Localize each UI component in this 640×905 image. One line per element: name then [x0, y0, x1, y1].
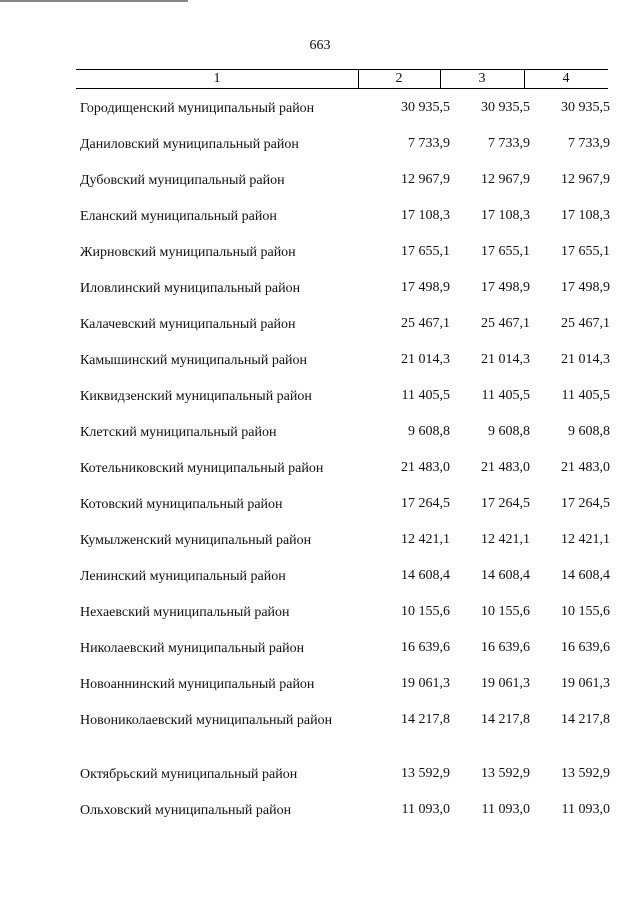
value-col-3: 21 483,0	[481, 460, 530, 475]
value-col-2: 14 608,4	[401, 568, 450, 583]
value-col-4: 21 014,3	[561, 352, 610, 367]
district-name: Новониколаевский муниципальный район	[80, 713, 333, 728]
value-col-4: 17 655,1	[561, 244, 610, 259]
header-col-2: 2	[395, 71, 403, 86]
value-col-3: 14 608,4	[481, 568, 530, 583]
district-name: Николаевский муниципальный район	[80, 641, 305, 656]
table-row	[80, 640, 610, 676]
value-col-2: 13 592,9	[401, 766, 450, 781]
value-col-3: 9 608,8	[488, 424, 530, 439]
value-col-3: 11 093,0	[481, 802, 530, 817]
header-col-3: 3	[478, 71, 486, 86]
value-col-4: 9 608,8	[568, 424, 610, 439]
value-col-2: 9 608,8	[408, 424, 450, 439]
value-col-4: 21 483,0	[561, 460, 610, 475]
value-col-4: 11 405,5	[561, 388, 610, 403]
table-row	[80, 802, 610, 838]
value-col-4: 19 061,3	[561, 676, 610, 691]
districts-table	[80, 100, 610, 838]
district-name: Камышинский муниципальный район	[80, 353, 308, 368]
district-name: Октябрьский муниципальный район	[80, 767, 298, 782]
district-name: Дубовский муниципальный район	[80, 173, 285, 188]
value-col-2: 17 498,9	[401, 280, 450, 295]
page-number: 663	[309, 38, 331, 53]
value-col-3: 16 639,6	[481, 640, 530, 655]
value-col-2: 17 108,3	[401, 208, 450, 223]
table-row	[80, 208, 610, 244]
value-col-2: 7 733,9	[408, 136, 450, 151]
value-col-2: 12 421,1	[401, 532, 450, 547]
district-name: Ольховский муниципальный район	[80, 803, 292, 818]
value-col-3: 13 592,9	[481, 766, 530, 781]
district-name: Нехаевский муниципальный район	[80, 605, 290, 620]
header-bottom-rule	[76, 88, 608, 89]
value-col-3: 7 733,9	[488, 136, 530, 151]
table-row	[80, 136, 610, 172]
district-name: Даниловский муниципальный район	[80, 137, 299, 152]
value-col-2: 17 655,1	[401, 244, 450, 259]
value-col-2: 11 405,5	[401, 388, 450, 403]
table-row	[80, 568, 610, 604]
value-col-4: 16 639,6	[561, 640, 610, 655]
district-name: Городищенский муниципальный район	[80, 101, 315, 116]
value-col-3: 14 217,8	[481, 712, 530, 727]
district-name: Иловлинский муниципальный район	[80, 281, 301, 296]
value-col-3: 21 014,3	[481, 352, 530, 367]
value-col-2: 10 155,6	[401, 604, 450, 619]
header-col-4: 4	[562, 71, 570, 86]
value-col-2: 17 264,5	[401, 496, 450, 511]
table-row	[80, 424, 610, 460]
value-col-4: 25 467,1	[561, 316, 610, 331]
value-col-4: 10 155,6	[561, 604, 610, 619]
district-name: Новоаннинский муниципальный район	[80, 677, 315, 692]
value-col-2: 16 639,6	[401, 640, 450, 655]
value-col-3: 30 935,5	[481, 100, 530, 115]
value-col-2: 14 217,8	[401, 712, 450, 727]
value-col-2: 11 093,0	[401, 802, 450, 817]
table-row	[80, 766, 610, 802]
header-top-rule	[76, 69, 608, 70]
district-name: Калачевский муниципальный район	[80, 317, 296, 332]
table-row	[80, 604, 610, 640]
table-row	[80, 676, 610, 712]
value-col-3: 12 421,1	[481, 532, 530, 547]
header-col-1: 1	[213, 71, 221, 86]
table-row	[80, 532, 610, 568]
district-name: Котовский муниципальный район	[80, 497, 283, 512]
value-col-3: 11 405,5	[481, 388, 530, 403]
value-col-4: 12 967,9	[561, 172, 610, 187]
table-row	[80, 244, 610, 280]
value-col-4: 17 264,5	[561, 496, 610, 511]
value-col-4: 11 093,0	[561, 802, 610, 817]
district-name: Ленинский муниципальный район	[80, 569, 286, 584]
top-rule	[0, 0, 188, 2]
value-col-3: 12 967,9	[481, 172, 530, 187]
value-col-3: 17 108,3	[481, 208, 530, 223]
table-row	[80, 100, 610, 136]
table-row	[80, 460, 610, 496]
district-name: Котельниковский муниципальный район	[80, 461, 324, 476]
table-row	[80, 172, 610, 208]
value-col-2: 25 467,1	[401, 316, 450, 331]
value-col-4: 17 108,3	[561, 208, 610, 223]
district-name: Жирновский муниципальный район	[80, 245, 296, 260]
table-row	[80, 388, 610, 424]
value-col-2: 30 935,5	[401, 100, 450, 115]
value-col-2: 21 014,3	[401, 352, 450, 367]
value-col-3: 19 061,3	[481, 676, 530, 691]
district-name: Кумылженский муниципальный район	[80, 533, 312, 548]
table-row	[80, 352, 610, 388]
value-col-3: 25 467,1	[481, 316, 530, 331]
value-col-4: 17 498,9	[561, 280, 610, 295]
value-col-3: 17 264,5	[481, 496, 530, 511]
value-col-4: 14 608,4	[561, 568, 610, 583]
value-col-4: 13 592,9	[561, 766, 610, 781]
value-col-2: 19 061,3	[401, 676, 450, 691]
table-row	[80, 712, 610, 766]
value-col-2: 12 967,9	[401, 172, 450, 187]
value-col-4: 12 421,1	[561, 532, 610, 547]
value-col-3: 10 155,6	[481, 604, 530, 619]
district-name: Еланский муниципальный район	[80, 209, 277, 224]
table-row	[80, 280, 610, 316]
value-col-2: 21 483,0	[401, 460, 450, 475]
value-col-4: 7 733,9	[568, 136, 610, 151]
value-col-4: 14 217,8	[561, 712, 610, 727]
value-col-3: 17 655,1	[481, 244, 530, 259]
value-col-4: 30 935,5	[561, 100, 610, 115]
district-name: Клетский муниципальный район	[80, 425, 277, 440]
table-row	[80, 316, 610, 352]
table-row	[80, 496, 610, 532]
district-name: Киквидзенский муниципальный район	[80, 389, 312, 404]
value-col-3: 17 498,9	[481, 280, 530, 295]
